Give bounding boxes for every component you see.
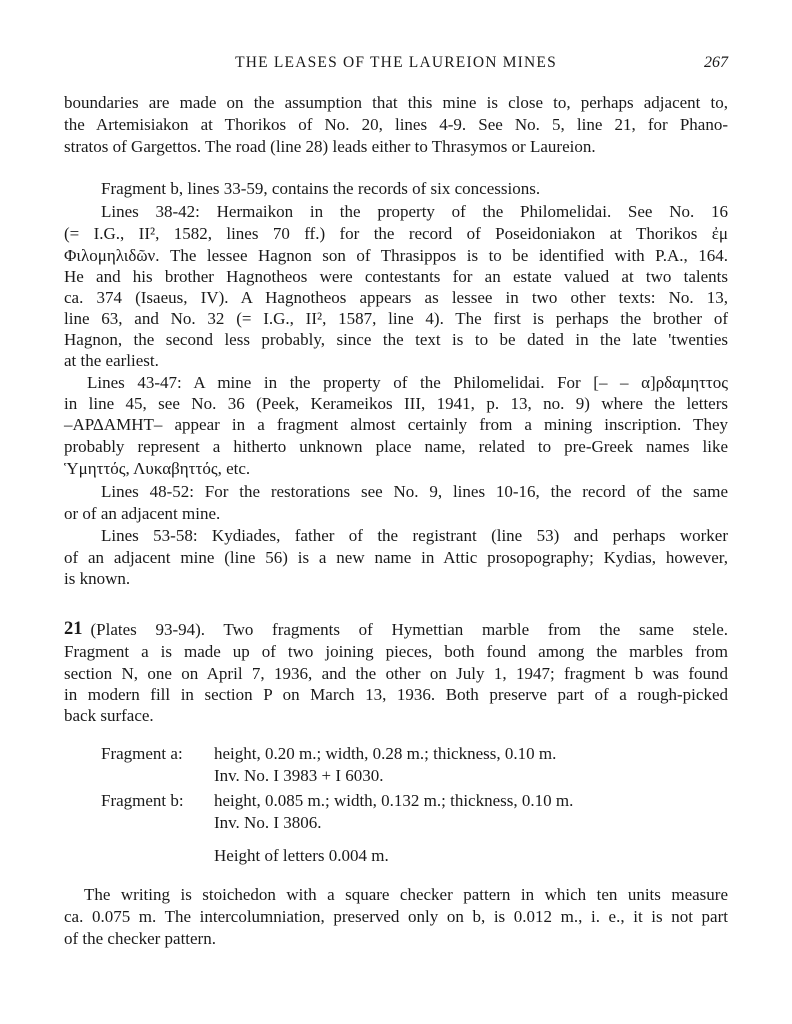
body-line: stratos of Gargettos. The road (line 28) leads either to Thrasymos or Laureion. bbox=[64, 137, 596, 156]
body-line: Lines 48-52: For the restorations see No. 9, lines 10-16, the record of the same bbox=[101, 482, 728, 501]
fragment-a-inv: Inv. No. I 3983 + I 6030. bbox=[214, 766, 384, 785]
body-line: –ΑΡΔΑΜΗΤ– appear in a fragment almost certainly from a mining inscription. They bbox=[64, 415, 728, 434]
body-line: Lines 53-58: Kydiades, father of the registrant (line 53) and perhaps worker bbox=[101, 526, 728, 545]
body-line: section N, one on April 7, 1936, and the other on July 1, 1947; fragment b was found bbox=[64, 664, 728, 683]
body-line: is known. bbox=[64, 569, 131, 588]
page-number: 267 bbox=[704, 54, 728, 71]
body-line: of the checker pattern. bbox=[64, 929, 216, 948]
body-line: Φιλομηλιδῶν. The lessee Hagnon son of Thrasippos is to be identified with P.A., 164. bbox=[64, 246, 728, 265]
fragment-b-inv: Inv. No. I 3806. bbox=[214, 813, 322, 832]
body-line: in line 45, see No. 36 (Peek, Kerameikos III, 1941, p. 13, no. 9) where the letters bbox=[64, 394, 728, 413]
body-line: (Plates 93-94). Two fragments of Hymettian marble from the same stele. bbox=[90, 620, 728, 639]
body-line: Fragment a is made up of two joining pieces, both found among the marbles from bbox=[64, 642, 728, 661]
body-line: or of an adjacent mine. bbox=[64, 504, 221, 523]
letter-height: Height of letters 0.004 m. bbox=[214, 846, 389, 865]
body-line: in modern fill in section P on March 13, 1936. Both preserve part of a rough-picked bbox=[64, 685, 728, 704]
running-head: THE LEASES OF THE LAUREION MINES bbox=[235, 54, 557, 71]
body-line: ca. 0.075 m. The intercolumniation, preserved only on b, is 0.012 m., i. e., it is not part bbox=[64, 907, 728, 926]
body-line: Lines 38-42: Hermaikon in the property of the Philomelidai. See No. 16 bbox=[101, 202, 728, 221]
body-line: (= I.G., II², 1582, lines 70 ff.) for the record of Poseidoniakon at Thorikos ἐμ bbox=[64, 224, 728, 243]
fragment-a-label: Fragment a: bbox=[101, 744, 183, 763]
fragment-b-dims: height, 0.085 m.; width, 0.132 m.; thickness, 0.10 m. bbox=[214, 791, 574, 810]
body-line: He and his brother Hagnotheos were contestants for an estate valued at two talents bbox=[64, 267, 728, 286]
fragment-b-label: Fragment b: bbox=[101, 791, 184, 810]
body-line: probably represent a hitherto unknown place name, related to pre-Greek names like bbox=[64, 437, 728, 456]
body-line: The writing is stoichedon with a square checker pattern in which ten units measure bbox=[84, 885, 728, 904]
body-line: of an adjacent mine (line 56) is a new name in Attic prosopography; Kydias, however, bbox=[64, 548, 728, 567]
fragment-a-dims: height, 0.20 m.; width, 0.28 m.; thickness, 0.10 m. bbox=[214, 744, 557, 763]
body-line: the Artemisiakon at Thorikos of No. 20, lines 4-9. See No. 5, line 21, for Phano- bbox=[64, 115, 728, 134]
body-line: Ὑμηττός, Λυκαβηττός, etc. bbox=[64, 459, 251, 478]
entry-heading-line bbox=[64, 619, 728, 640]
body-line: at the earliest. bbox=[64, 351, 159, 370]
body-line: boundaries are made on the assumption that this mine is close to, perhaps adjacent to, bbox=[64, 93, 728, 112]
body-line: Fragment b, lines 33-59, contains the records of six concessions. bbox=[101, 179, 541, 198]
page-header bbox=[64, 54, 728, 78]
body-line: line 63, and No. 32 (= I.G., II², 1587, line 4). The first is perhaps the brother of bbox=[64, 309, 728, 328]
body-line: ca. 374 (Isaeus, IV). A Hagnotheos appears as lessee in two other texts: No. 13, bbox=[64, 288, 728, 307]
body-line: Hagnon, the second less probably, since the text is to be dated in the late 'twenties bbox=[64, 330, 728, 349]
body-line: back surface. bbox=[64, 706, 154, 725]
entry-number: 21 bbox=[64, 619, 83, 639]
body-line: Lines 43-47: A mine in the property of the Philomelidai. For [– – α]ρδαμηττος bbox=[87, 373, 728, 392]
